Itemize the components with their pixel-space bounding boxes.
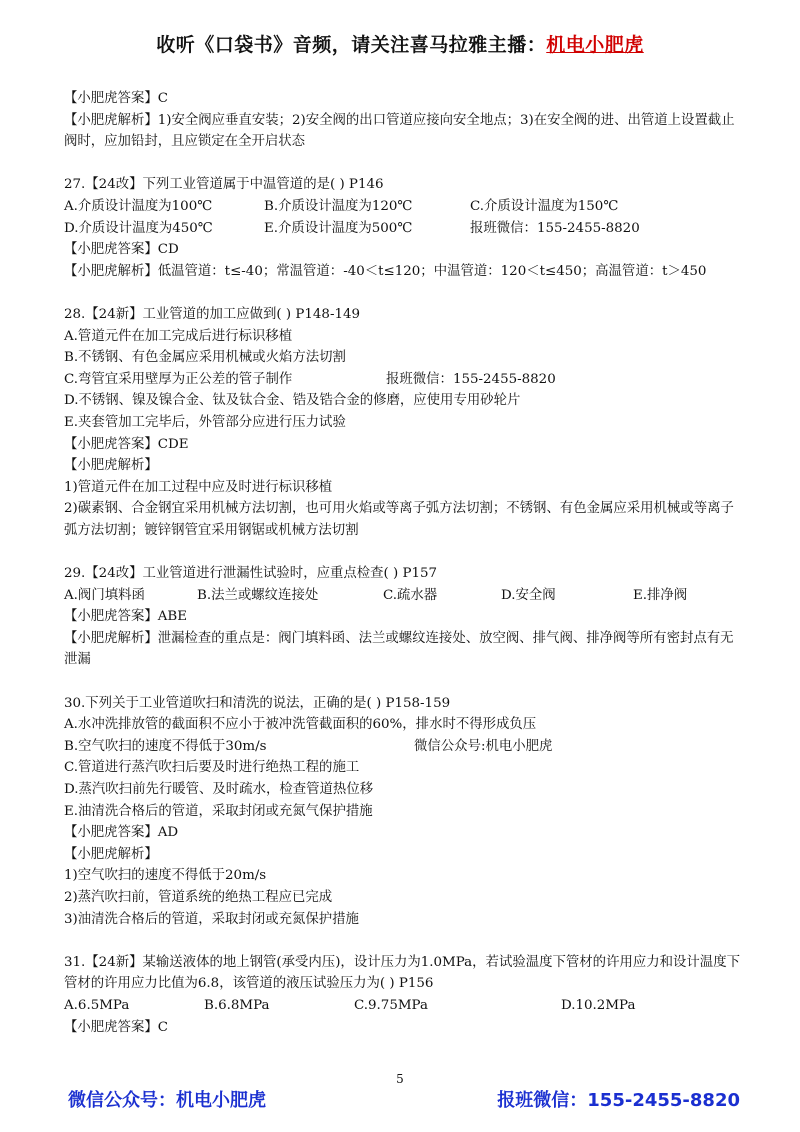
option-row xyxy=(64,995,744,1017)
option-item: D.10.2MPa xyxy=(561,997,636,1013)
text-line: 1)空气吹扫的速度不得低于20m/s xyxy=(64,868,267,884)
text-line: 29.【24改】工业管道进行泄漏性试验时，应重点检查( ) P157 xyxy=(64,566,438,582)
text-line: E.夹套管加工完毕后，外管部分应进行压力试验 xyxy=(64,414,346,430)
spacer xyxy=(64,153,744,175)
option-item: A.介质设计温度为100℃ xyxy=(64,198,213,214)
option-item: B.空气吹扫的速度不得低于30m/s xyxy=(64,738,267,754)
text-line: 【小肥虎解析】 xyxy=(64,846,158,862)
option-item: C.弯管宜采用壁厚为正公差的管子制作 xyxy=(64,371,293,387)
option-item: C.疏水器 xyxy=(383,587,438,603)
option-item: 微信公众号:机电小肥虎 xyxy=(414,738,553,754)
option-row xyxy=(64,218,744,240)
text-line: 3)油清洗合格后的管道，采取封闭或充氮保护措施 xyxy=(64,911,359,927)
text-paragraph: 31.【24新】某输送液体的地上钢管(承受内压)，设计压力为1.0MPa，若试验温度下管材的许用应力和设计温度下管材的许用应力比值为6.8，该管道的液压试验压力为( ) P156 xyxy=(64,954,740,992)
option-item: 报班微信：155-2455-8820 xyxy=(386,371,556,387)
text-paragraph: 【小肥虎解析】泄漏检查的重点是：阀门填料函、法兰或螺纹连接处、放空阀、排气阀、排净阀等所有密封点有无泄漏 xyxy=(64,630,734,668)
option-item: E.介质设计温度为500℃ xyxy=(264,220,413,236)
text-line: 【小肥虎解析】 xyxy=(64,458,158,474)
spacer xyxy=(64,541,744,563)
option-item: D.介质设计温度为450℃ xyxy=(64,220,213,236)
text-line: C.管道进行蒸汽吹扫后要及时进行绝热工程的施工 xyxy=(64,760,360,776)
document-body xyxy=(64,88,744,1038)
option-item: C.9.75MPa xyxy=(354,997,428,1013)
page-number: 5 xyxy=(396,1072,404,1086)
page-footer xyxy=(68,1086,740,1112)
option-row xyxy=(64,369,744,391)
page-header xyxy=(0,30,800,57)
text-line: 2)蒸汽吹扫前，管道系统的绝热工程应已完成 xyxy=(64,889,333,905)
text-line: A.水冲洗排放管的截面积不应小于被冲洗管截面积的60%，排水时不得形成负压 xyxy=(64,717,537,733)
header-brand: 机电小肥虎 xyxy=(546,34,644,56)
option-item: B.介质设计温度为120℃ xyxy=(264,198,413,214)
footer-wechat-account: 微信公众号：机电小肥虎 xyxy=(68,1090,266,1111)
text-line: D.不锈钢、镍及镍合金、钛及钛合金、锆及锆合金的修磨，应使用专用砂轮片 xyxy=(64,393,521,409)
footer-contact: 报班微信：155-2455-8820 xyxy=(497,1090,740,1111)
text-line: 1)管道元件在加工过程中应及时进行标识移植 xyxy=(64,479,333,495)
spacer xyxy=(64,671,744,693)
option-item: E.排净阀 xyxy=(633,587,688,603)
option-item: 报班微信：155-2455-8820 xyxy=(470,220,640,236)
text-line: 【小肥虎解析】低温管道：t≤-40；常温管道：-40＜t≤120；中温管道：120＜t≤450；高温管道：t＞450 xyxy=(64,263,707,279)
option-item: A.阀门填料函 xyxy=(64,587,145,603)
spacer xyxy=(64,282,744,304)
option-row xyxy=(64,585,744,607)
header-prefix: 收听《口袋书》音频，请关注喜马拉雅主播： xyxy=(156,34,547,56)
text-line: 【小肥虎答案】CD xyxy=(64,242,179,258)
text-line: D.蒸汽吹扫前先行暖管、及时疏水，检查管道热位移 xyxy=(64,782,374,797)
text-paragraph: 2)碳素钢、合金钢宜采用机械方法切割，也可用火焰或等离子弧方法切割；不锈钢、有色金属应采用机械或等离子弧方法切割；镀锌钢管宜采用钢锯或机械方法切割 xyxy=(64,501,734,538)
text-line: 【小肥虎答案】C xyxy=(64,91,168,106)
text-line: 27.【24改】下列工业管道属于中温管道的是( ) P146 xyxy=(64,177,384,193)
text-line: B.不锈钢、有色金属应采用机械或火焰方法切割 xyxy=(64,350,346,366)
text-line: 【小肥虎答案】ABE xyxy=(64,609,188,625)
option-row xyxy=(64,736,744,758)
text-line: E.油清洗合格后的管道，采取封闭或充氮气保护措施 xyxy=(64,803,373,819)
text-paragraph: 【小肥虎解析】1)安全阀应垂直安装；2)安全阀的出口管道应接向安全地点；3)在安全阀的进、出管道上设置截止阀时，应加铅封，且应锁定在全开启状态 xyxy=(64,112,735,150)
text-line: 30.下列关于工业管道吹扫和清洗的说法，正确的是( ) P158-159 xyxy=(64,695,451,711)
text-line: 28.【24新】工业管道的加工应做到( ) P148-149 xyxy=(64,306,361,322)
option-item: B.法兰或螺纹连接处 xyxy=(197,587,319,603)
option-item: D.安全阀 xyxy=(501,587,556,603)
text-line: 【小肥虎答案】CDE xyxy=(64,436,189,452)
option-item: C.介质设计温度为150℃ xyxy=(470,198,619,214)
option-item: B.6.8MPa xyxy=(204,997,270,1013)
text-line: 【小肥虎答案】C xyxy=(64,1019,168,1035)
option-item: A.6.5MPa xyxy=(64,997,130,1013)
spacer xyxy=(64,930,744,952)
option-row xyxy=(64,196,744,218)
text-line: 【小肥虎答案】AD xyxy=(64,825,179,841)
text-line: A.管道元件在加工完成后进行标识移植 xyxy=(64,328,293,344)
